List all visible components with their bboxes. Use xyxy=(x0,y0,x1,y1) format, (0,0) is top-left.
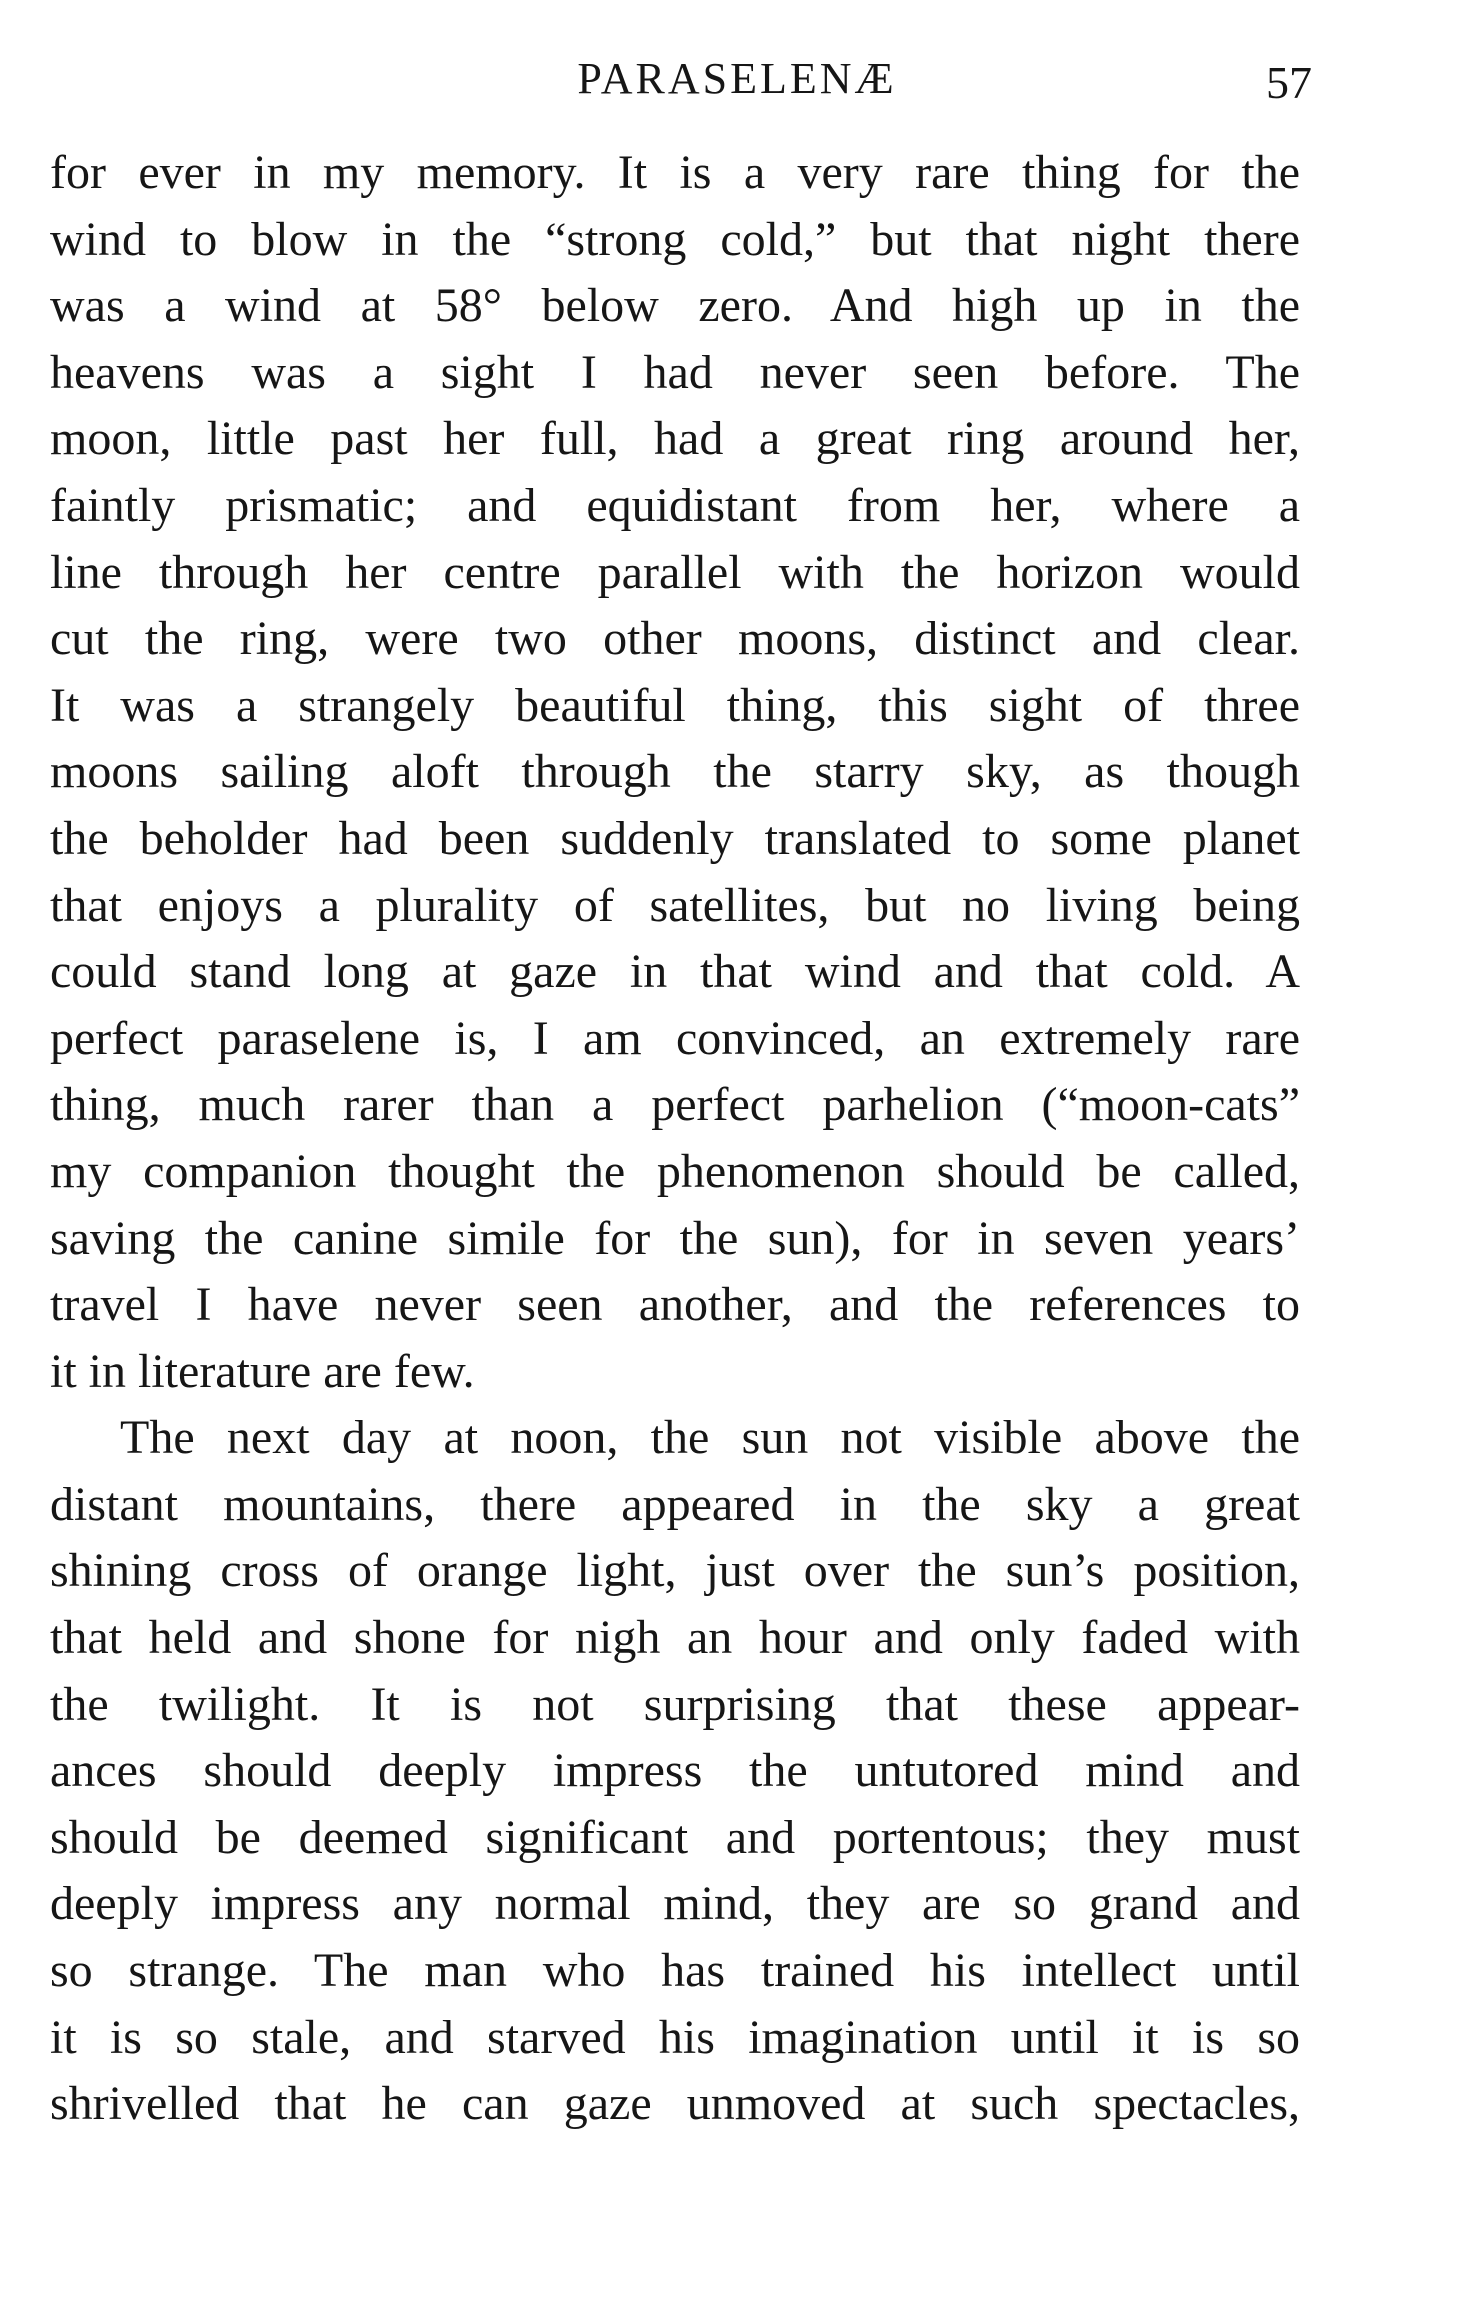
text-line: was a wind at 58° below zero. And high up in the xyxy=(50,279,1300,333)
text-line: cut the ring, were two other moons, distinct and clear. xyxy=(50,612,1300,666)
paragraph-first-line: The next day at noon, the sun not visible above the xyxy=(120,1411,1300,1465)
text-line: ances should deeply impress the untutored mind and xyxy=(50,1744,1300,1798)
text-line: line through her centre parallel with the horizon would xyxy=(50,545,1300,599)
text-line: distant mountains, there appeared in the sky a great xyxy=(50,1477,1300,1531)
paragraph-last-line: it in literature are few. xyxy=(50,1344,475,1398)
text-line: it is so stale, and starved his imagination until it is so xyxy=(50,2010,1300,2064)
text-line: saving the canine simile for the sun), for in seven years’ xyxy=(50,1211,1300,1265)
text-line: shining cross of orange light, just over the sun’s position, xyxy=(50,1544,1300,1598)
text-line: deeply impress any normal mind, they are so grand and xyxy=(50,1877,1300,1931)
text-line: perfect paraselene is, I am convinced, an extremely rare xyxy=(50,1011,1300,1065)
text-line: shrivelled that he can gaze unmoved at such spectacles, xyxy=(50,2077,1300,2131)
text-line: my companion thought the phenomenon should be called, xyxy=(50,1144,1300,1198)
text-line: thing, much rarer than a perfect parhelion (“moon-cats” xyxy=(50,1078,1300,1132)
text-line: the beholder had been suddenly translated to some planet xyxy=(50,811,1300,865)
text-line: should be deemed significant and portentous; they must xyxy=(50,1810,1300,1864)
text-line: travel I have never seen another, and the references to xyxy=(50,1278,1300,1332)
body-text xyxy=(50,140,1300,2138)
text-line: moon, little past her full, had a great ring around her, xyxy=(50,412,1300,466)
text-line: so strange. The man who has trained his intellect until xyxy=(50,1944,1300,1998)
text-line: heavens was a sight I had never seen before. The xyxy=(50,345,1300,399)
text-line: that held and shone for nigh an hour and only faded with xyxy=(50,1611,1300,1665)
text-line: faintly prismatic; and equidistant from her, where a xyxy=(50,478,1300,532)
text-line: wind to blow in the “strong cold,” but that night there xyxy=(50,212,1300,266)
text-line: could stand long at gaze in that wind and that cold. A xyxy=(50,945,1300,999)
page-number: 57 xyxy=(1266,57,1312,108)
running-head xyxy=(0,44,1474,114)
text-line: moons sailing aloft through the starry sky, as though xyxy=(50,745,1300,799)
text-line: the twilight. It is not surprising that these appear- xyxy=(50,1677,1300,1731)
text-line: for ever in my memory. It is a very rare thing for the xyxy=(50,146,1300,199)
running-title: PARASELENÆ xyxy=(577,54,897,103)
text-line: that enjoys a plurality of satellites, but no living being xyxy=(50,878,1300,932)
text-line: It was a strangely beautiful thing, this sight of three xyxy=(50,678,1300,732)
